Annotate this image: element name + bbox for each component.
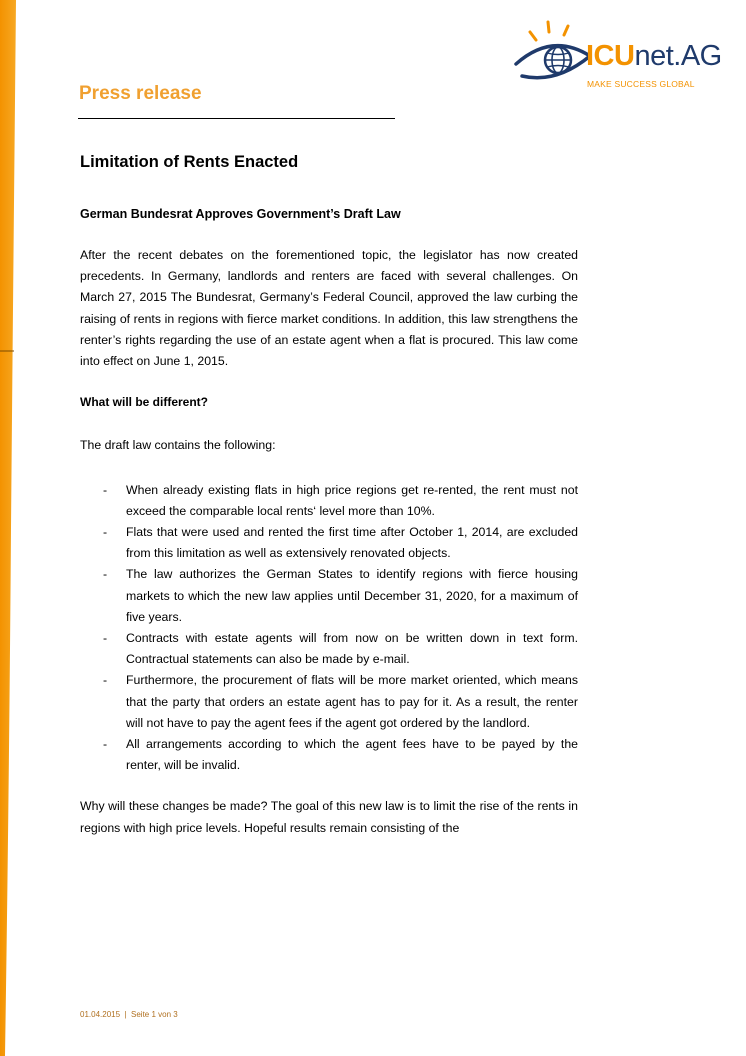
logo-tagline: MAKE SUCCESS GLOBAL [587,79,695,89]
page-footer: 01.04.2015 | Seite 1 von 3 [80,1010,178,1019]
header-divider [78,118,395,119]
eye-globe-icon [512,18,592,94]
document-body [80,150,578,839]
closing-paragraph: Why will these changes be made? The goal of this new law is to limit the rise of the rents in regions with high price levels. Hopeful results remain consisting of the [80,799,578,835]
document-subtitle: German Bundesrat Approves Government’s Draft Law [80,207,401,221]
list-item: - Contracts with estate agents will from now on be written down in text form. Contractual statements can also be made by e-mail. [80,628,578,670]
intro-paragraph: After the recent debates on the forementioned topic, the legislator has now created precedents. In Germany, landlords and renters are faced with several challenges. On March 27, 2015 The Bundesrat, Germany’s Federal Council, approved the law curbing the raising of rents in regions with fierce market conditions. In addition, this law strengthens the renter’s rights regarding the use of an estate agent when a flat is procured. This law come into effect on June 1, 2015. [80,248,578,369]
draft-intro-paragraph: The draft law contains the following: [80,438,276,453]
document-title: Limitation of Rents Enacted [80,153,299,171]
list-item: - Flats that were used and rented the first time after October 1, 2014, are excluded from this limitation as well as extensively renovated objects. [80,522,578,564]
company-logo [512,18,722,94]
list-item: - All arrangements according to which the agent fees have to be payed by the renter, will be invalid. [80,734,578,776]
draft-law-list [80,480,578,777]
list-item: - The law authorizes the German States to identify regions with fierce housing markets to which the new law applies until December 31, 2020, for a maximum of five years. [80,564,578,628]
section-heading: What will be different? [80,395,208,410]
logo-wordmark: ICUnet.AG [586,40,722,72]
list-item: - Furthermore, the procurement of flats will be more market oriented, which means that the party that orders an estate agent has to pay for it. As a result, the renter will not have to pay the agent fees if the agent got ordered by the landlord. [80,670,578,734]
list-item: - When already existing flats in high price regions get re-rented, the rent must not exceed the comparable local rents‘ level more than 10%. [80,480,578,522]
document-type-label: Press release [79,83,202,104]
